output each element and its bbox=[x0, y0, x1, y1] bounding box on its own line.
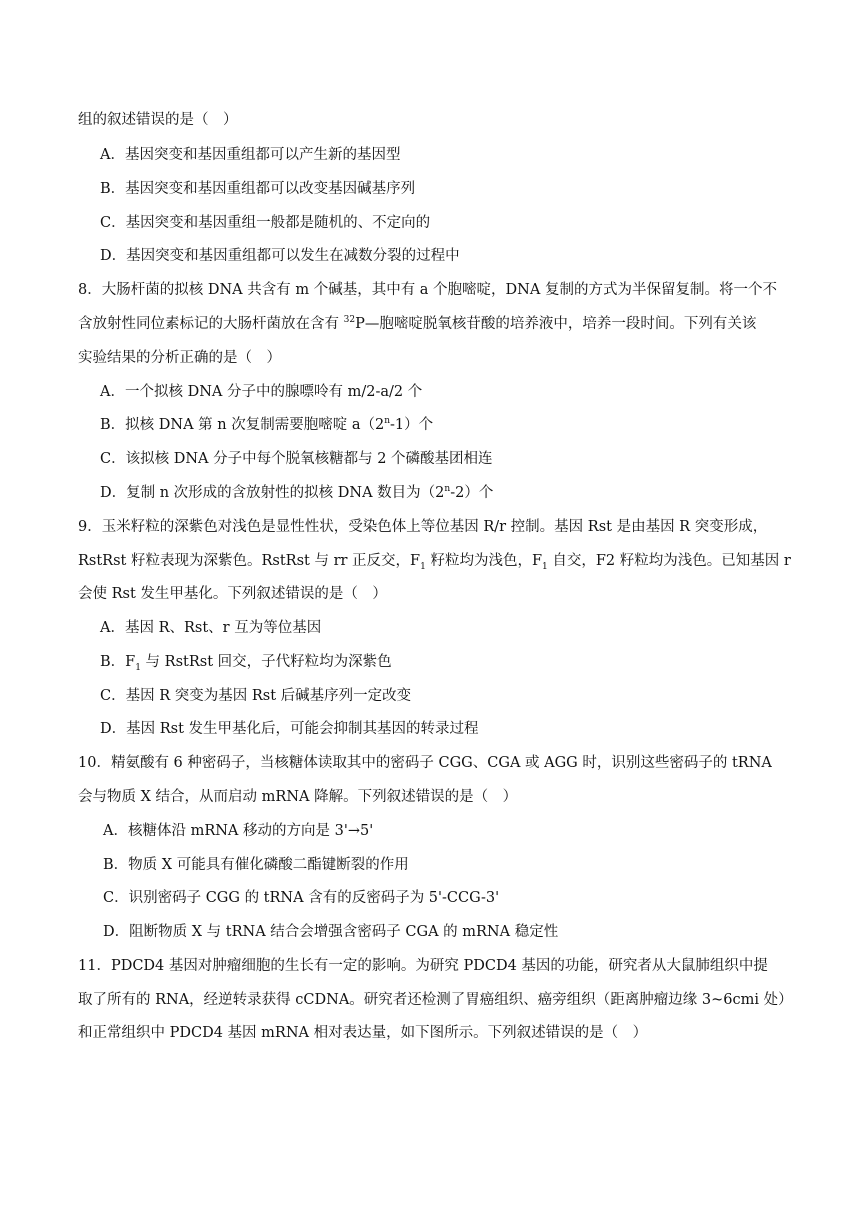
q7-option-b: B．基因突变和基因重组都可以改变基因碱基序列 bbox=[100, 181, 416, 197]
q8-option-b: B．拟核 DNA 第 n 次复制需要胞嘧啶 a（2$^n$-1）个 bbox=[100, 416, 434, 433]
q7-option-d: D．基因突变和基因重组都可以发生在减数分裂的过程中 bbox=[100, 248, 460, 264]
q7-option-c: C．基因突变和基因重组一般都是随机的、不定向的 bbox=[100, 215, 431, 231]
q10-option-b: B．物质 X 可能具有催化磷酸二酯键断裂的作用 bbox=[103, 857, 409, 873]
q10-option-a: A．核糖体沿 mRNA 移动的方向是 3'→5' bbox=[103, 823, 374, 839]
q7-stem: 组的叙述错误的是（ ） bbox=[78, 112, 238, 128]
q10-option-c: C．识别密码子 CGG 的 tRNA 含有的反密码子为 5'-CCG-3' bbox=[103, 890, 500, 906]
q11-stem-line1: 11．PDCD4 基因对肿瘤细胞的生长有一定的影响。为研究 PDCD4 基因的功能，研究者从大鼠肺组织中提 bbox=[78, 958, 768, 974]
q10-stem-line2: 会与物质 X 结合，从而启动 mRNA 降解。下列叙述错误的是（ ） bbox=[78, 789, 518, 805]
q9-stem-line2: RstRst 籽粒表现为深紫色。RstRst 与 rr 正反交，$F_1$ 籽粒均为浅色，$F_1$ 自交，F2 籽粒均为浅色。已知基因 r bbox=[78, 553, 791, 572]
q11-stem-line2: 取了所有的 RNA，经逆转录获得 cCDNA。研究者还检测了胃癌组织、癌旁组织（距离肿瘤边缘 3~6cmi 处） bbox=[78, 992, 793, 1008]
q9-option-c: C．基因 R 突变为基因 Rst 后碱基序列一定改变 bbox=[100, 688, 412, 704]
q9-option-a: A．基因 R、Rst、r 互为等位基因 bbox=[100, 620, 322, 636]
q9-stem-line1: 9．玉米籽粒的深紫色对浅色是显性性状，受染色体上等位基因 R/r 控制。基因 Rst 是由基因 R 突变形成， bbox=[78, 519, 768, 535]
q9-option-d: D．基因 Rst 发生甲基化后，可能会抑制其基因的转录过程 bbox=[100, 721, 479, 737]
q8-stem-line2: 含放射性同位素标记的大肠杆菌放在含有 $^{32}$P—胞嘧啶脱氧核苷酸的培养液中，培养一段时间。下列有关该 bbox=[78, 315, 757, 332]
q8-option-d: D．复制 n 次形成的含放射性的拟核 DNA 数目为（2$^n$-2）个 bbox=[100, 484, 494, 501]
q8-option-c: C．该拟核 DNA 分子中每个脱氧核糖都与 2 个磷酸基团相连 bbox=[100, 451, 493, 467]
q8-option-a: A．一个拟核 DNA 分子中的腺嘌呤有 m/2-a/2 个 bbox=[100, 384, 423, 400]
q9-stem-line3: 会使 Rst 发生甲基化。下列叙述错误的是（ ） bbox=[78, 586, 387, 602]
q8-stem-line3: 实验结果的分析正确的是（ ） bbox=[78, 350, 281, 366]
q10-stem-line1: 10．精氨酸有 6 种密码子，当核糖体读取其中的密码子 CGG、CGA 或 AGG 时，识别这些密码子的 tRNA bbox=[78, 755, 772, 771]
q11-stem-line3: 和正常组织中 PDCD4 基因 mRNA 相对表达量，如下图所示。下列叙述错误的是（ ） bbox=[78, 1025, 648, 1041]
q7-option-a: A．基因突变和基因重组都可以产生新的基因型 bbox=[100, 147, 401, 163]
q10-option-d: D．阻断物质 X 与 tRNA 结合会增强含密码子 CGA 的 mRNA 稳定性 bbox=[103, 924, 559, 940]
q9-option-b: B．$F_1$ 与 RstRst 回交，子代籽粒均为深紫色 bbox=[100, 654, 392, 673]
q8-stem-line1: 8．大肠杆菌的拟核 DNA 共含有 m 个碱基，其中有 a 个胞嘧啶，DNA 复制的方式为半保留复制。将一个不 bbox=[78, 282, 777, 298]
